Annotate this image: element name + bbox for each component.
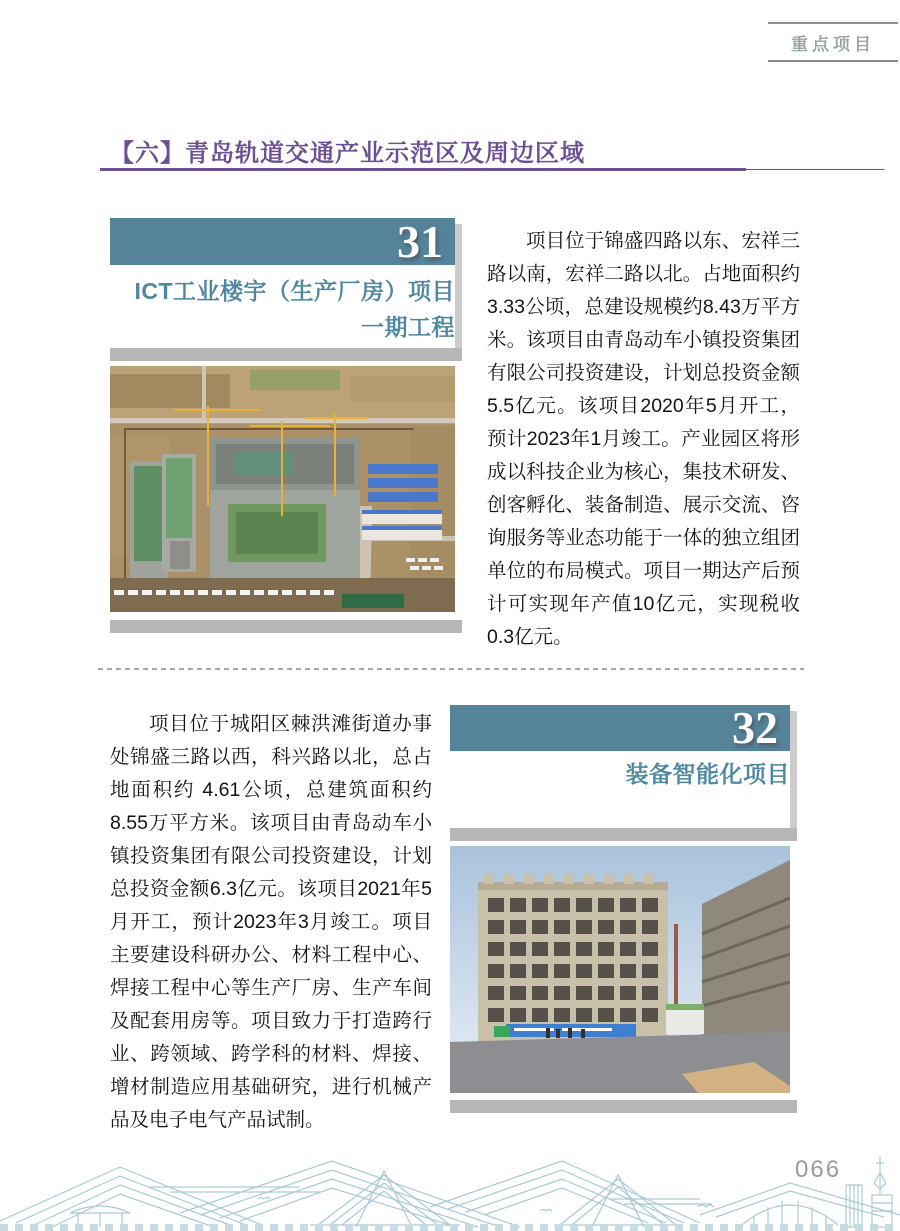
section-heading: 【六】青岛轨道交通产业示范区及周边区域 [110,140,585,167]
project32-separator-bottom [450,1100,797,1113]
aerial-construction-illustration [110,366,455,612]
project32-description: 项目位于城阳区棘洪滩街道办事处锦盛三路以西，科兴路以北，总占地面积约 4.61公顷，总建筑面积约8.55万平方米。该项目由青岛动车小镇投资集团有限公司投资建设，计划总投资金额6.3亿元。该项目2021年5月开工，预计2023年3月竣工。项目主要建设科研办公、材料工程中心、焊接工程中心等生产厂房、生产车间及配套用房等。项目致力于打造跨行业、跨领域、跨学科的材料、焊接、增材制造应用基础研究，进行机械产品及电子电气产品试制。 [110,713,432,1131]
project31-number-bar [110,215,455,267]
project32-header-shadow [790,711,797,841]
project31-title-line1: ICT工业楼宇（生产厂房）项目 [134,278,455,304]
project32-photo-building [450,846,790,1093]
qingdao-skyline-line-art [0,1149,900,1231]
project31-separator-bottom [110,620,462,633]
project32-title [450,757,790,793]
heading-underline-thick [100,168,746,171]
project32-number-bar [450,702,790,753]
project31-title-line2: 一期工程 [361,313,455,340]
project31-header-shadow [455,224,462,360]
project32-separator-top [450,828,797,841]
section-divider-dashed [98,668,804,670]
project31-separator-top [110,348,462,361]
project32-number: 32 [732,702,778,753]
corner-tag-key-projects: 重点项目 [768,22,898,62]
project32-title-line1: 装备智能化项目 [625,761,790,787]
heading-underline-thin [746,169,884,170]
page-number: 066 [795,1156,842,1183]
project31-photo-aerial-construction [110,366,455,612]
project31-description: 项目位于锦盛四路以东、宏祥三路以南，宏祥二路以北。占地面积约 3.33公顷，总建设规模约8.43万平方米。该项目由青岛动车小镇投资集团有限公司投资建设，计划总投资金额5.5亿元。该项目2020年5月开工，预计2023年1月竣工。产业园区将形成以科技企业为核心，集技术研发、创客孵化、装备制造、展示交流、咨询服务等业态功能于一体的独立组团单位的布局模式。项目一期达产后预计可实现年产值10亿元，实现税收0.3亿元。 [487,230,800,648]
plant-building-illustration [450,846,790,1093]
project31-title [110,274,455,345]
project31-number: 31 [397,215,443,267]
skyline-fence-pattern [0,1224,900,1231]
